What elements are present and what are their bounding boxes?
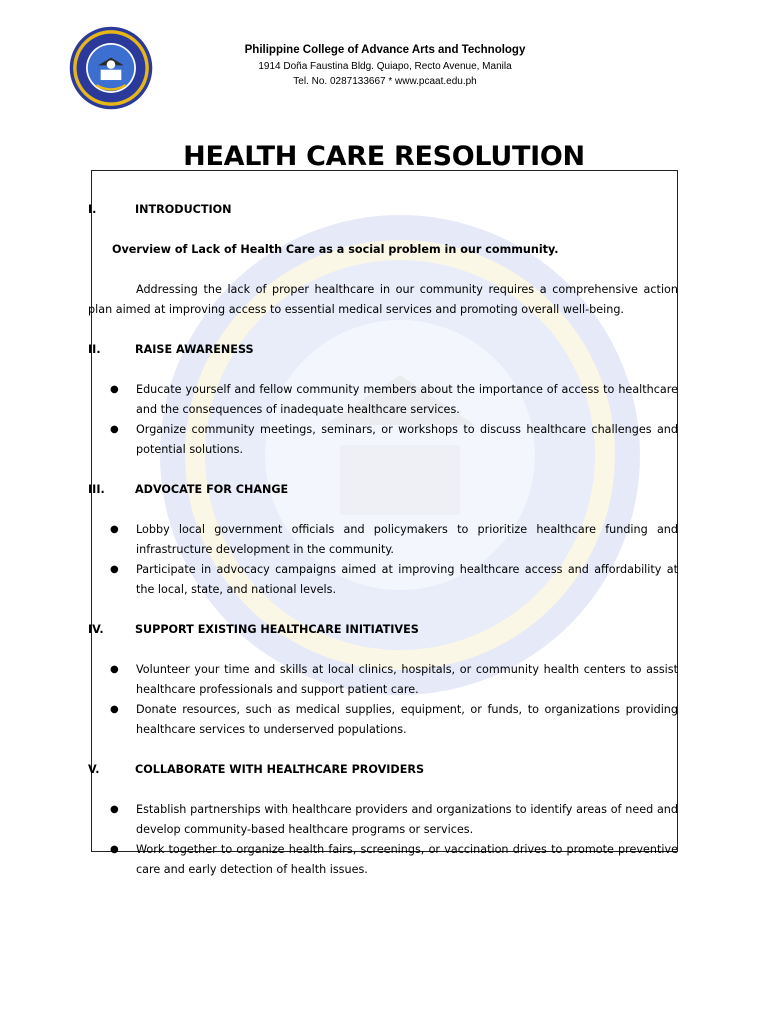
section-number: II. bbox=[88, 343, 101, 356]
section-heading: SUPPORT EXISTING HEALTHCARE INITIATIVES bbox=[135, 623, 419, 636]
section-introduction bbox=[88, 200, 678, 340]
bullet-icon: ● bbox=[110, 564, 119, 575]
section-heading: COLLABORATE WITH HEALTHCARE PROVIDERS bbox=[135, 763, 425, 776]
section-raise-awareness bbox=[88, 340, 678, 480]
section-support-existing-initiatives bbox=[88, 620, 678, 760]
bullet-list bbox=[88, 800, 678, 880]
bullet-list bbox=[88, 660, 678, 740]
list-item: ● Lobby local government officials and policymakers to prioritize healthcare funding and infrastructure development in the community. bbox=[88, 520, 678, 560]
bullet-icon: ● bbox=[110, 844, 119, 855]
bullet-list bbox=[88, 380, 678, 460]
list-item: ● Donate resources, such as medical supplies, equipment, or funds, to organizations providing healthcare services to underserved populations. bbox=[88, 700, 678, 740]
bullet-list bbox=[88, 520, 678, 600]
section-number: III. bbox=[88, 483, 105, 496]
section-heading: ADVOCATE FOR CHANGE bbox=[135, 483, 289, 496]
bullet-icon: ● bbox=[110, 704, 119, 715]
school-name: Philippine College of Advance Arts and Technology bbox=[244, 44, 526, 56]
list-item: ● Participate in advocacy campaigns aimed at improving healthcare access and affordability at the local, state, and national levels. bbox=[88, 560, 678, 600]
document-title: HEALTH CARE RESOLUTION bbox=[183, 141, 585, 172]
school-contact: Tel. No. 0287133667 * www.pcaat.edu.ph bbox=[293, 76, 477, 87]
section-advocate-for-change bbox=[88, 480, 678, 620]
bullet-icon: ● bbox=[110, 804, 119, 815]
section-heading: RAISE AWARENESS bbox=[135, 343, 254, 356]
intro-paragraph: Addressing the lack of proper healthcare in our community requires a comprehensive action plan aimed at improving access to essential medical services and promoting overall well-being. bbox=[88, 283, 678, 316]
bullet-icon: ● bbox=[110, 424, 119, 435]
school-seal-icon bbox=[68, 25, 154, 111]
section-number: IV. bbox=[88, 623, 104, 636]
list-item: ● Establish partnerships with healthcare providers and organizations to identify areas of need and develop community-based healthcare programs or services. bbox=[88, 800, 678, 840]
school-address: 1914 Doña Faustina Bldg. Quiapo, Recto Avenue, Manila bbox=[258, 61, 512, 72]
section-number: I. bbox=[88, 203, 97, 216]
section-number: V. bbox=[88, 763, 100, 776]
bullet-icon: ● bbox=[110, 524, 119, 535]
section-heading: INTRODUCTION bbox=[135, 203, 232, 216]
list-item: ● Work together to organize health fairs, screenings, or vaccination drives to promote preventive care and early detection of health issues. bbox=[88, 840, 678, 880]
bullet-icon: ● bbox=[110, 664, 119, 675]
list-item: ● Educate yourself and fellow community members about the importance of access to healthcare and the consequences of inadequate healthcare services. bbox=[88, 380, 678, 420]
section-collaborate-with-providers bbox=[88, 760, 678, 880]
document-body bbox=[88, 200, 678, 880]
bullet-icon: ● bbox=[110, 384, 119, 395]
list-item: ● Volunteer your time and skills at local clinics, hospitals, or community health centers to assist healthcare professionals and support patient care. bbox=[88, 660, 678, 700]
list-item: ● Organize community meetings, seminars, or workshops to discuss healthcare challenges and potential solutions. bbox=[88, 420, 678, 460]
section-subheading: Overview of Lack of Health Care as a social problem in our community. bbox=[112, 243, 559, 256]
